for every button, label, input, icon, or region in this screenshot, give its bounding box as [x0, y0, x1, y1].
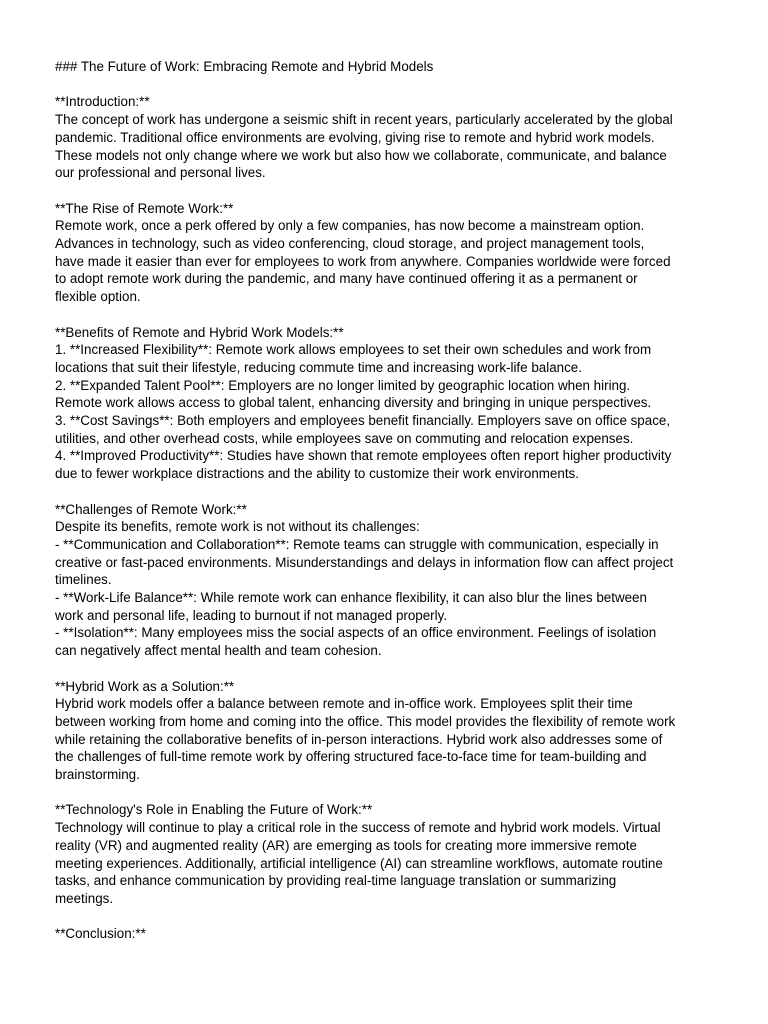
text-line: Technology will continue to play a critical role in the success of remote and hybrid work models. Virtual — [55, 820, 661, 836]
text-line: locations that suit their lifestyle, reducing commute time and increasing work-life balance. — [55, 359, 582, 375]
text-line: **Hybrid Work as a Solution:** — [55, 678, 235, 694]
text-line: reality (VR) and augmented reality (AR) are emerging as tools for creating more immersive remote — [55, 837, 637, 853]
text-line: to adopt remote work during the pandemic, and many have continued offering it as a permanent or — [55, 271, 638, 287]
text-line: meetings. — [55, 890, 114, 906]
text-line: the challenges of full-time remote work by offering structured face-to-face time for team-building and — [55, 749, 647, 765]
paragraph-spacer — [55, 784, 720, 802]
text-line: tasks, and enhance communication by providing real-time language translation or summarizing — [55, 873, 617, 889]
text-line: Remote work, once a perk offered by only a few companies, has now become a mainstream option. — [55, 218, 645, 234]
text-line: pandemic. Traditional office environments are evolving, giving rise to remote and hybrid work models. — [55, 129, 655, 145]
paragraph-spacer — [55, 483, 720, 501]
text-line: These models not only change where we work but also how we collaborate, communicate, and balance — [55, 147, 667, 163]
text-line: Despite its benefits, remote work is not without its challenges: — [55, 519, 420, 535]
text-line: brainstorming. — [55, 767, 140, 783]
paragraph-spacer — [55, 76, 720, 94]
text-line: between working from home and coming into the office. This model provides the flexibility of remote work — [55, 713, 676, 729]
text-line: due to fewer workplace distractions and the ability to customize their work environments. — [55, 466, 579, 482]
paragraph-spacer — [55, 306, 720, 324]
text-line: Remote work allows access to global talent, enhancing diversity and bringing in unique perspectives. — [55, 395, 652, 411]
text-line: utilities, and other overhead costs, while employees save on commuting and relocation expenses. — [55, 430, 634, 446]
text-line: - **Isolation**: Many employees miss the social aspects of an office environment. Feelings of isolation — [55, 625, 657, 641]
text-line: - **Work-Life Balance**: While remote work can enhance flexibility, it can also blur the lines between — [55, 590, 647, 606]
text-line: 3. **Cost Savings**: Both employers and employees benefit financially. Employers save on office space, — [55, 413, 671, 429]
text-line: **Conclusion:** — [55, 926, 146, 942]
text-line: **Technology's Role in Enabling the Future of Work:** — [55, 802, 373, 818]
text-line: while retaining the collaborative benefits of in-person interactions. Hybrid work also addresses some of — [55, 731, 663, 747]
text-line: flexible option. — [55, 289, 141, 305]
text-line: work and personal life, leading to burnout if not managed properly. — [55, 607, 448, 623]
text-line: 1. **Increased Flexibility**: Remote work allows employees to set their own schedules and work from — [55, 342, 652, 358]
text-line: **Benefits of Remote and Hybrid Work Models:** — [55, 324, 344, 340]
text-line: have made it easier than ever for employees to work from anywhere. Companies worldwide were forced — [55, 253, 671, 269]
text-line: 2. **Expanded Talent Pool**: Employers are no longer limited by geographic location when hiring. — [55, 377, 631, 393]
paragraph-spacer — [55, 182, 720, 200]
paragraph-spacer — [55, 908, 720, 926]
document-body — [55, 58, 720, 943]
text-line: ### The Future of Work: Embracing Remote and Hybrid Models — [55, 59, 434, 74]
text-line: **Challenges of Remote Work:** — [55, 501, 247, 517]
text-line: Hybrid work models offer a balance between remote and in-office work. Employees split their time — [55, 696, 633, 712]
text-line: our professional and personal lives. — [55, 165, 266, 181]
text-line: can negatively affect mental health and team cohesion. — [55, 643, 382, 659]
text-line: 4. **Improved Productivity**: Studies have shown that remote employees often report higher productivity — [55, 448, 672, 464]
text-line: - **Communication and Collaboration**: Remote teams can struggle with communication, especially in — [55, 536, 659, 552]
text-line: **Introduction:** — [55, 94, 150, 110]
text-line: meeting experiences. Additionally, artificial intelligence (AI) can streamline workflows, automate routine — [55, 855, 663, 871]
text-line: timelines. — [55, 572, 112, 588]
text-line: The concept of work has undergone a seismic shift in recent years, particularly accelerated by the global — [55, 112, 673, 128]
paragraph-spacer — [55, 660, 720, 678]
text-line: creative or fast-paced environments. Misunderstandings and delays in information flow can affect project — [55, 554, 674, 570]
text-line: **The Rise of Remote Work:** — [55, 200, 234, 216]
text-line: Advances in technology, such as video conferencing, cloud storage, and project management tools, — [55, 236, 645, 251]
